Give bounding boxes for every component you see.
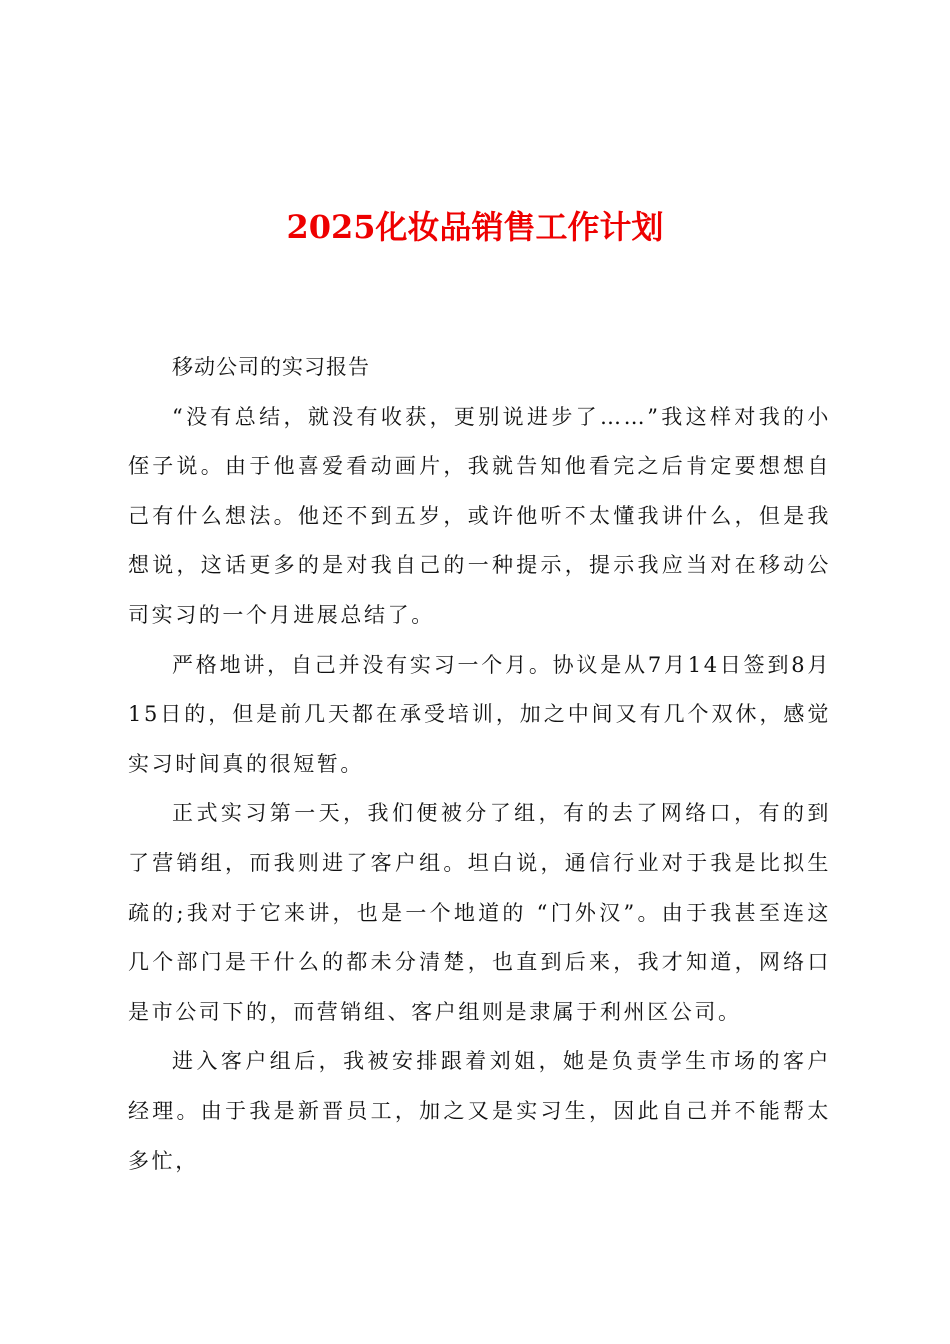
document-title: 2025化妆品销售工作计划 <box>286 208 664 246</box>
report-subtitle: 移动公司的实习报告 <box>172 355 370 379</box>
document-body <box>128 343 831 1186</box>
paragraph-4: 进入客户组后，我被安排跟着刘姐，她是负责学生市场的客户经理。由于我是新晋员工，加之又是实习生，因此自己并不能帮太多忙， <box>128 1049 831 1173</box>
paragraph-1: “没有总结，就没有收获，更别说进步了……”我这样对我的小侄子说。由于他喜爱看动画片，我就告知他看完之后肯定要想想自己有什么想法。他还不到五岁，或许他听不太懂我讲什么，但是我想说，这话更多的是对我自己的一种提示，提示我应当对在移动公司实习的一个月进展总结了。 <box>128 404 831 627</box>
paragraph-2: 严格地讲，自己并没有实习一个月。协议是从7月14日签到8月15日的，但是前几天都在承受培训，加之中间又有几个双休，感觉实习时间真的很短暂。 <box>128 652 831 776</box>
paragraph-3: 正式实习第一天，我们便被分了组，有的去了网络口，有的到了营销组，而我则进了客户组。坦白说，通信行业对于我是比拟生疏的;我对于它来讲，也是一个地道的 “门外汉”。由于我甚至连这几个部门是干什么的都未分清楚，也直到后来，我才知道，网络口是市公司下的，而营销组、客户组则是隶属于利州区公司。 <box>128 801 831 1024</box>
